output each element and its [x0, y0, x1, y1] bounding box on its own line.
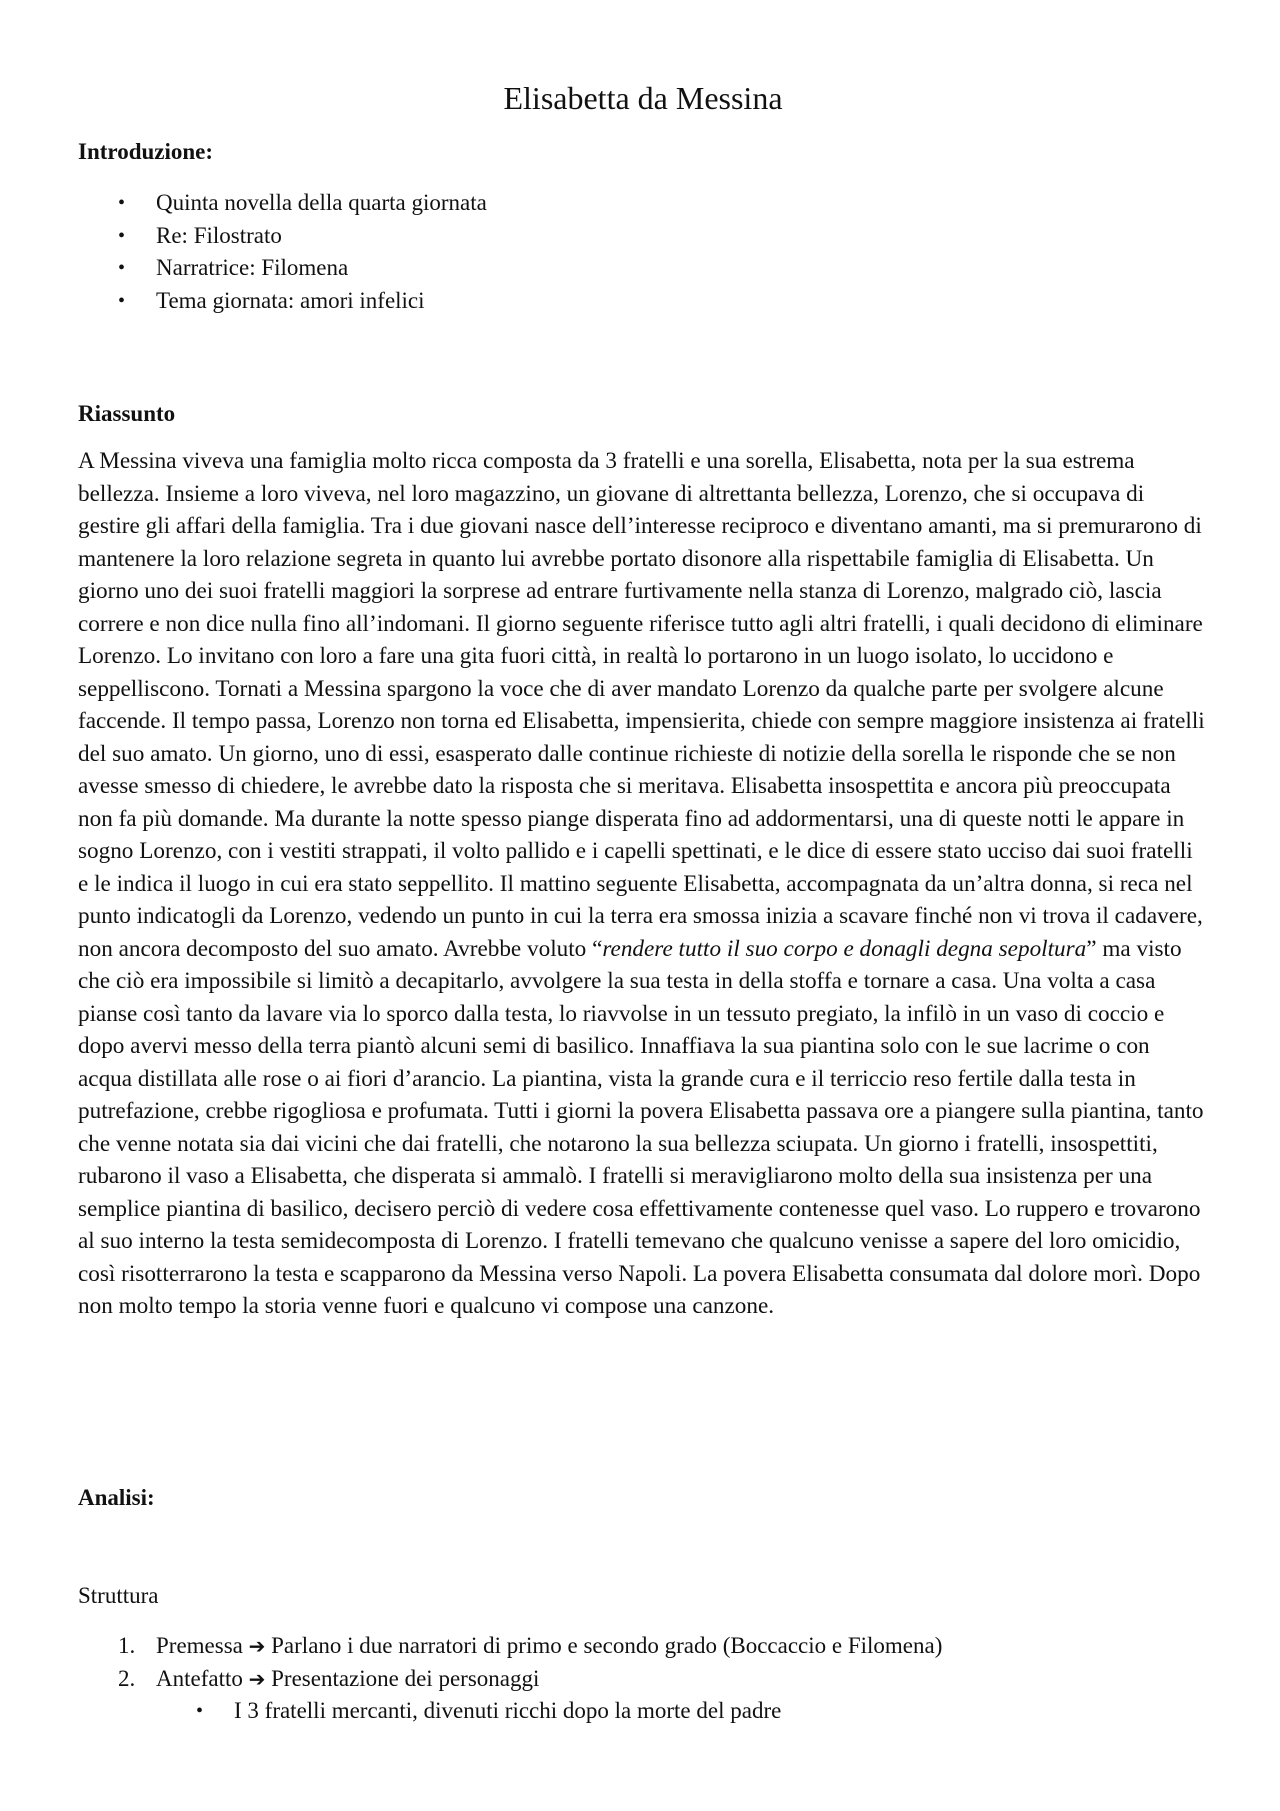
list-item [78, 252, 487, 285]
list-item [78, 220, 487, 253]
bullet-icon: • [118, 224, 126, 247]
analisi-heading: Analisi: [78, 1485, 155, 1510]
bullet-icon: • [196, 1700, 204, 1722]
list-item [78, 1630, 942, 1663]
list-item-description: Presentazione dei personaggi [271, 1665, 540, 1691]
bullet-icon: • [118, 257, 126, 279]
arrow-right-icon: ➔ [248, 1634, 266, 1658]
introduzione-heading: Introduzione: [78, 139, 214, 164]
list-item-number: 2. [118, 1665, 136, 1691]
list-item-text: Re: Filostrato [156, 222, 282, 248]
riassunto-paragraph [78, 445, 1208, 1323]
riassunto-text-before-quote: A Messina viveva una famiglia molto ricca composta da 3 fratelli e una sorella, Elisabetta, nota per la sua estrema bellezza. Insieme a loro viveva, nel loro magazzino, un giovane di altrettanta bellezza, Lorenzo, che si occupava di gestire gli affari della famiglia. Tra i due giovani nasce dell’interesse reciproco e diventano amanti, ma si premurarono di mantenere la loro relazione segreta in quanto lui avrebbe portato disonore alla rispettabile famiglia di Elisabetta. Un giorno uno dei suoi fratelli maggiori la sorprese ad entrare furtivamente nella stanza di Lorenzo, malgrado ciò, lascia correre e non dice nulla fino all’indomani. Il giorno seguente riferisce tutto agli altri fratelli, i quali decidono di eliminare Lorenzo. Lo invitano con loro a fare una gita fuori città, in realtà lo portarono in un luogo isolato, lo uccidono e seppelliscono. Tornati a Messina spargono la voce che di aver mandato Lorenzo da qualche parte per svolgere alcune faccende. Il tempo passa, Lorenzo non torna ed Elisabetta, impensierita, chiede con sempre maggiore insistenza ai fratelli del suo amato. Un giorno, uno di essi, esasperato dalle continue richieste di notizie della sorella le risponde che se non avesse smesso di chiedere, le avrebbe dato la risposta che si meritava. Elisabetta insospettita e ancora più preoccupata non fa più domande. Ma durante la notte spesso piange disperata fino ad addormentarsi, una di queste notti le appare in sogno Lorenzo, con i vestiti strappati, il volto pallido e i capelli spettinati, e le dice di essere stato ucciso dai suoi fratelli e le indica il luogo in cui era stato seppellito. Il mattino seguente Elisabetta, accompagnata da un’altra donna, si reca nel punto indicatogli da Lorenzo, vedendo un punto in cui la terra era smossa inizia a scavare finché non vi trova il cadavere, non ancora decomposto del suo amato. Avrebbe voluto “ [78, 448, 1205, 962]
struttura-heading: Struttura [78, 1583, 159, 1608]
document-title: Elisabetta da Messina [503, 80, 783, 116]
list-item-text: Tema giornata: amori infelici [156, 287, 425, 313]
list-item-text: Narratrice: Filomena [156, 255, 349, 280]
list-item-number: 1. [118, 1633, 136, 1658]
riassunto-heading: Riassunto [78, 401, 176, 426]
antefatto-sublist [78, 1695, 781, 1728]
bullet-icon: • [118, 192, 126, 214]
list-item [78, 285, 487, 318]
list-item [78, 1695, 781, 1728]
list-item-text: Quinta novella della quarta giornata [156, 190, 487, 215]
list-item-term: Antefatto [156, 1665, 243, 1691]
bullet-icon: • [118, 289, 126, 312]
arrow-right-icon: ➔ [248, 1666, 266, 1691]
list-item-term: Premessa [156, 1633, 243, 1658]
struttura-list [78, 1630, 942, 1695]
list-item-description: Parlano i due narratori di primo e secondo grado (Boccaccio e Filomena) [271, 1633, 943, 1658]
list-item-text: I 3 fratelli mercanti, divenuti ricchi dopo la morte del padre [234, 1698, 782, 1723]
introduzione-list [78, 187, 487, 317]
list-item [78, 1663, 942, 1696]
riassunto-text-after-quote: ” ma visto che ciò era impossibile si limitò a decapitarlo, avvolgere la sua testa in della stoffa e tornare a casa. Una volta a casa pianse così tanto da lavare via lo sporco dalla testa, lo riavvolse in un tessuto pregiato, la infilò in un vaso di coccio e dopo avervi messo della terra piantò alcuni semi di basilico. Innaffiava la sua piantina solo con le sue lacrime o con acqua distillata alle rose o ai fiori d’arancio. La piantina, vista la grande cura e il terriccio reso fertile dalla testa in putrefazione, crebbe rigogliosa e profumata. Tutti i giorni la povera Elisabetta passava ore a piangere sulla piantina, tanto che venne notata sia dai vicini che dai fratelli, che notarono la sua bellezza sciupata. Un giorno i fratelli, insospettiti, rubarono il vaso a Elisabetta, che disperata si ammalò. I fratelli si meravigliarono molto della sua insistenza per una semplice piantina di basilico, decisero perciò di vedere cosa effettivamente contenesse quel vaso. Lo ruppero e trovarono al suo interno la testa semidecomposta di Lorenzo. I fratelli temevano che qualcuno venisse a sapere del loro omicidio, così risotterrarono la testa e scapparono da Messina verso Napoli. La povera Elisabetta consumata dal dolore morì. Dopo non molto tempo la storia venne fuori e qualcuno vi compose una canzone. [78, 935, 1204, 1319]
list-item [78, 187, 487, 220]
riassunto-quote: rendere tutto il suo corpo e donagli degna sepoltura [602, 935, 1087, 962]
